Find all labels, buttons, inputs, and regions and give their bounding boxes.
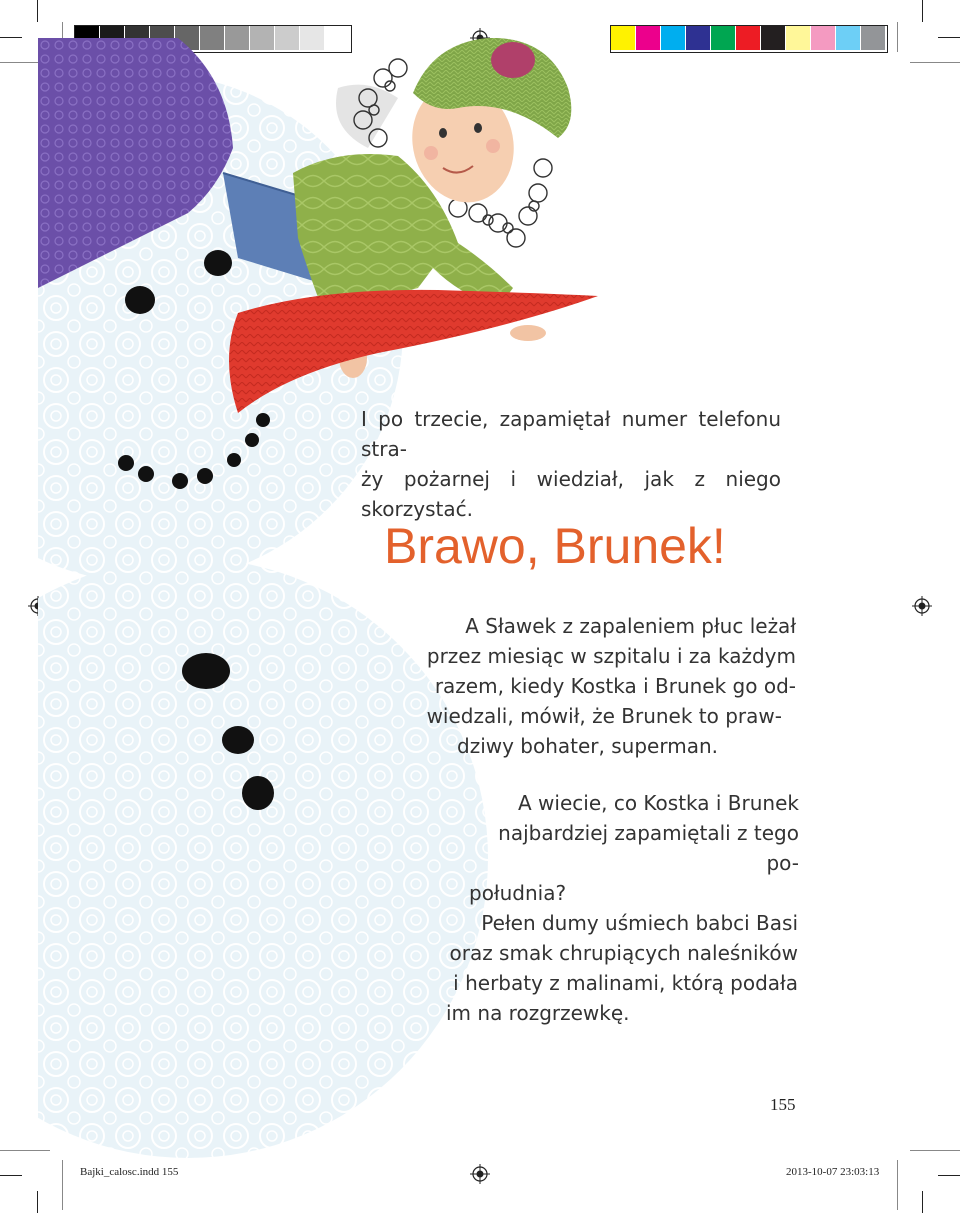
crop-mark-br-v2 bbox=[897, 1160, 898, 1210]
paragraph-1 bbox=[361, 404, 781, 524]
crop-mark-br-h bbox=[938, 1175, 960, 1176]
registration-mark-bottom bbox=[470, 1164, 490, 1184]
color-swatch bbox=[636, 26, 661, 50]
paragraph-4 bbox=[446, 908, 798, 1028]
paragraph-1-line-2: ży pożarnej i wiedział, jak z niego skorzystać. bbox=[361, 467, 781, 521]
paragraph-3-line-2: najbardziej zapamiętali z tego po- bbox=[498, 821, 799, 875]
paragraph-2-line-1: A Sławek z zapaleniem płuc leżał bbox=[465, 614, 796, 638]
crop-mark-bl-v bbox=[37, 1191, 38, 1213]
color-swatch bbox=[761, 26, 786, 50]
paragraph-2 bbox=[411, 611, 796, 761]
crop-mark-br-v bbox=[922, 1191, 923, 1213]
paragraph-1-line-1: I po trzecie, zapamiętał numer telefonu stra- bbox=[361, 407, 781, 461]
paragraph-4-line-3: i herbaty z malinami, którą podała bbox=[453, 971, 798, 995]
paragraph-2-line-4: wiedzali, mówił, że Brunek to praw- bbox=[426, 704, 782, 728]
snowman-button-1 bbox=[182, 653, 230, 689]
paragraph-2-line-5: dziwy bohater, superman. bbox=[457, 734, 718, 758]
crop-mark-top-v2 bbox=[897, 22, 898, 52]
slug-filename: Bajki_calosc.indd 155 bbox=[80, 1166, 179, 1178]
color-swatch bbox=[836, 26, 861, 50]
crop-mark-bl-h bbox=[0, 1175, 22, 1176]
color-swatch bbox=[661, 26, 686, 50]
color-swatch bbox=[736, 26, 761, 50]
crop-mark-tr-h bbox=[938, 37, 960, 38]
slug-timestamp: 2013-10-07 23:03:13 bbox=[786, 1166, 880, 1178]
color-swatch bbox=[711, 26, 736, 50]
paragraph-4-line-4: im na rozgrzewkę. bbox=[446, 1001, 630, 1025]
paragraph-4-line-1: Pełen dumy uśmiech babci Basi bbox=[481, 911, 798, 935]
girl-right-hand bbox=[510, 325, 546, 341]
snowman-button-2 bbox=[222, 726, 254, 754]
color-swatch bbox=[861, 26, 886, 50]
color-swatch bbox=[786, 26, 811, 50]
color-swatch bbox=[811, 26, 836, 50]
paragraph-3-line-1: A wiecie, co Kostka i Brunek bbox=[518, 791, 799, 815]
crop-mark-tl-v bbox=[37, 0, 38, 22]
crop-mark-tr-v bbox=[922, 0, 923, 22]
paragraph-4-line-2: oraz smak chrupiących naleśników bbox=[449, 941, 798, 965]
paragraph-3 bbox=[469, 788, 799, 908]
paragraph-2-line-3: razem, kiedy Kostka i Brunek go od- bbox=[434, 674, 796, 698]
paragraph-2-line-2: przez miesiąc w szpitalu i za każdym bbox=[426, 644, 796, 668]
color-swatch bbox=[686, 26, 711, 50]
crop-mark-bl-v2 bbox=[62, 1160, 63, 1210]
crop-mark-right-h bbox=[910, 1150, 960, 1151]
crop-mark-tr-h2 bbox=[910, 62, 960, 63]
snowman-eye-left bbox=[204, 250, 232, 276]
story-heading: Brawo, Brunek! bbox=[384, 518, 726, 574]
snowman-button-3 bbox=[242, 776, 274, 810]
page-number: 155 bbox=[770, 1095, 796, 1114]
paragraph-3-line-3: południa? bbox=[469, 881, 567, 905]
cap-pompom bbox=[491, 42, 535, 78]
crop-mark-tl-h bbox=[0, 37, 22, 38]
registration-mark-right bbox=[912, 596, 932, 616]
snowman-eye-right bbox=[125, 286, 155, 314]
